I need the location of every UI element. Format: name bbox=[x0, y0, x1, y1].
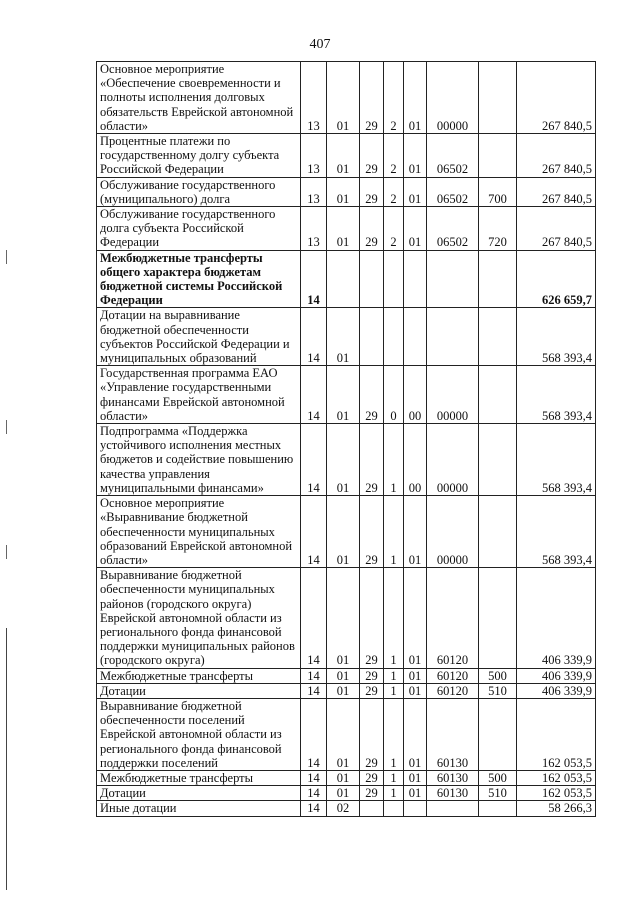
program-code: 29 bbox=[360, 207, 384, 251]
row-name: Дотации на выравнивание бюджетной обеспеченности субъектов Российской Федерации и муниципальных образований bbox=[97, 308, 301, 366]
direction-code: 60120 bbox=[427, 683, 479, 698]
program-code bbox=[360, 250, 384, 308]
activity-code: 01 bbox=[404, 207, 427, 251]
table-row bbox=[97, 668, 596, 683]
row-name: Дотации bbox=[97, 786, 301, 801]
row-name: Обслуживание государственного (муниципального) долга bbox=[97, 177, 301, 206]
program-code: 29 bbox=[360, 496, 384, 568]
subprogram-code: 1 bbox=[384, 786, 404, 801]
subsection-code: 01 bbox=[327, 683, 360, 698]
subsection-code bbox=[327, 250, 360, 308]
table-row bbox=[97, 308, 596, 366]
amount-value: 568 393,4 bbox=[517, 366, 596, 424]
section-code: 14 bbox=[301, 308, 327, 366]
subprogram-code: 1 bbox=[384, 770, 404, 785]
table-row bbox=[97, 177, 596, 206]
activity-code: 01 bbox=[404, 786, 427, 801]
row-name: Основное мероприятие «Выравнивание бюджетной обеспеченности муниципальных образований Еврейской автономной области» bbox=[97, 496, 301, 568]
subsection-code: 01 bbox=[327, 62, 360, 134]
expense-type-code: 500 bbox=[479, 668, 517, 683]
subsection-code: 01 bbox=[327, 568, 360, 668]
activity-code: 01 bbox=[404, 698, 427, 770]
row-name: Выравнивание бюджетной обеспеченности поселений Еврейской автономной области из регионального фонда финансовой поддержки поселений bbox=[97, 698, 301, 770]
subprogram-code bbox=[384, 250, 404, 308]
activity-code: 01 bbox=[404, 62, 427, 134]
program-code bbox=[360, 308, 384, 366]
subprogram-code: 2 bbox=[384, 134, 404, 178]
direction-code: 60130 bbox=[427, 698, 479, 770]
section-code: 14 bbox=[301, 424, 327, 496]
activity-code: 01 bbox=[404, 496, 427, 568]
activity-code: 01 bbox=[404, 770, 427, 785]
program-code: 29 bbox=[360, 786, 384, 801]
activity-code bbox=[404, 250, 427, 308]
activity-code bbox=[404, 801, 427, 816]
section-code: 14 bbox=[301, 770, 327, 785]
subsection-code: 01 bbox=[327, 134, 360, 178]
section-code: 14 bbox=[301, 668, 327, 683]
program-code: 29 bbox=[360, 568, 384, 668]
amount-value: 568 393,4 bbox=[517, 308, 596, 366]
subprogram-code: 1 bbox=[384, 496, 404, 568]
program-code: 29 bbox=[360, 177, 384, 206]
row-name: Выравнивание бюджетной обеспеченности муниципальных районов (городского округа) Еврейской автономной области из регионального фонда финансовой поддержки муниципальных районов (городского округа) bbox=[97, 568, 301, 668]
subsection-code: 01 bbox=[327, 366, 360, 424]
amount-value: 406 339,9 bbox=[517, 568, 596, 668]
subprogram-code: 1 bbox=[384, 683, 404, 698]
program-code: 29 bbox=[360, 424, 384, 496]
direction-code: 06502 bbox=[427, 207, 479, 251]
expense-type-code bbox=[479, 308, 517, 366]
subprogram-code: 0 bbox=[384, 366, 404, 424]
amount-value: 162 053,5 bbox=[517, 698, 596, 770]
program-code: 29 bbox=[360, 770, 384, 785]
program-code: 29 bbox=[360, 134, 384, 178]
section-code: 14 bbox=[301, 698, 327, 770]
activity-code bbox=[404, 308, 427, 366]
subsection-code: 01 bbox=[327, 308, 360, 366]
amount-value: 406 339,9 bbox=[517, 668, 596, 683]
amount-value: 267 840,5 bbox=[517, 177, 596, 206]
expense-type-code: 510 bbox=[479, 683, 517, 698]
table-row bbox=[97, 496, 596, 568]
subsection-code: 01 bbox=[327, 668, 360, 683]
table-row bbox=[97, 683, 596, 698]
amount-value: 406 339,9 bbox=[517, 683, 596, 698]
row-name: Иные дотации bbox=[97, 801, 301, 816]
margin-tick bbox=[6, 250, 7, 264]
section-code: 14 bbox=[301, 786, 327, 801]
activity-code: 01 bbox=[404, 683, 427, 698]
margin-tick bbox=[6, 420, 7, 434]
row-name: Обслуживание государственного долга субъекта Российской Федерации bbox=[97, 207, 301, 251]
direction-code: 06502 bbox=[427, 177, 479, 206]
table-row bbox=[97, 366, 596, 424]
subsection-code: 01 bbox=[327, 770, 360, 785]
row-name: Межбюджетные трансферты bbox=[97, 668, 301, 683]
amount-value: 267 840,5 bbox=[517, 134, 596, 178]
program-code: 29 bbox=[360, 366, 384, 424]
section-code: 14 bbox=[301, 801, 327, 816]
amount-value: 267 840,5 bbox=[517, 62, 596, 134]
direction-code: 06502 bbox=[427, 134, 479, 178]
budget-table bbox=[96, 61, 596, 817]
row-name: Процентные платежи по государственному долгу субъекта Российской Федерации bbox=[97, 134, 301, 178]
subsection-code: 01 bbox=[327, 177, 360, 206]
table-row bbox=[97, 424, 596, 496]
expense-type-code bbox=[479, 568, 517, 668]
subprogram-code: 1 bbox=[384, 568, 404, 668]
subprogram-code bbox=[384, 801, 404, 816]
expense-type-code bbox=[479, 62, 517, 134]
section-code: 14 bbox=[301, 366, 327, 424]
section-code: 14 bbox=[301, 683, 327, 698]
expense-type-code bbox=[479, 496, 517, 568]
direction-code: 00000 bbox=[427, 424, 479, 496]
page-number: 407 bbox=[309, 37, 331, 52]
row-name: Дотации bbox=[97, 683, 301, 698]
activity-code: 00 bbox=[404, 366, 427, 424]
table-row bbox=[97, 770, 596, 785]
subprogram-code: 1 bbox=[384, 424, 404, 496]
expense-type-code bbox=[479, 801, 517, 816]
section-code: 13 bbox=[301, 134, 327, 178]
margin-rule bbox=[6, 628, 7, 890]
section-code: 13 bbox=[301, 207, 327, 251]
activity-code: 01 bbox=[404, 568, 427, 668]
subprogram-code: 2 bbox=[384, 177, 404, 206]
expense-type-code bbox=[479, 134, 517, 178]
budget-table-body bbox=[97, 62, 596, 817]
direction-code: 00000 bbox=[427, 366, 479, 424]
program-code: 29 bbox=[360, 683, 384, 698]
margin-tick bbox=[6, 545, 7, 559]
subsection-code: 01 bbox=[327, 786, 360, 801]
amount-value: 568 393,4 bbox=[517, 496, 596, 568]
expense-type-code bbox=[479, 366, 517, 424]
program-code bbox=[360, 801, 384, 816]
subprogram-code: 1 bbox=[384, 698, 404, 770]
subsection-code: 01 bbox=[327, 424, 360, 496]
table-row bbox=[97, 698, 596, 770]
section-code: 14 bbox=[301, 568, 327, 668]
subprogram-code: 1 bbox=[384, 668, 404, 683]
expense-type-code bbox=[479, 250, 517, 308]
section-code: 13 bbox=[301, 62, 327, 134]
activity-code: 00 bbox=[404, 424, 427, 496]
amount-value: 162 053,5 bbox=[517, 770, 596, 785]
expense-type-code: 500 bbox=[479, 770, 517, 785]
amount-value: 568 393,4 bbox=[517, 424, 596, 496]
amount-value: 162 053,5 bbox=[517, 786, 596, 801]
subprogram-code: 2 bbox=[384, 207, 404, 251]
program-code: 29 bbox=[360, 62, 384, 134]
direction-code: 00000 bbox=[427, 496, 479, 568]
section-code: 14 bbox=[301, 250, 327, 308]
row-name: Государственная программа ЕАО «Управление государственными финансами Еврейской автономной области» bbox=[97, 366, 301, 424]
amount-value: 267 840,5 bbox=[517, 207, 596, 251]
table-row bbox=[97, 568, 596, 668]
direction-code: 60120 bbox=[427, 668, 479, 683]
subsection-code: 01 bbox=[327, 207, 360, 251]
direction-code: 60120 bbox=[427, 568, 479, 668]
activity-code: 01 bbox=[404, 177, 427, 206]
row-name: Основное мероприятие «Обеспечение своевременности и полноты исполнения долговых обязательств Еврейской автономной области» bbox=[97, 62, 301, 134]
subsection-code: 01 bbox=[327, 698, 360, 770]
direction-code: 60130 bbox=[427, 786, 479, 801]
program-code: 29 bbox=[360, 668, 384, 683]
row-name: Подпрограмма «Поддержка устойчивого исполнения местных бюджетов и содействие повышению качества управления муниципальными финансами» bbox=[97, 424, 301, 496]
activity-code: 01 bbox=[404, 668, 427, 683]
direction-code: 60130 bbox=[427, 770, 479, 785]
subprogram-code bbox=[384, 308, 404, 366]
expense-type-code: 510 bbox=[479, 786, 517, 801]
expense-type-code bbox=[479, 424, 517, 496]
amount-value: 626 659,7 bbox=[517, 250, 596, 308]
table-row bbox=[97, 207, 596, 251]
table-row bbox=[97, 801, 596, 816]
section-code: 13 bbox=[301, 177, 327, 206]
table-row bbox=[97, 134, 596, 178]
amount-value: 58 266,3 bbox=[517, 801, 596, 816]
direction-code bbox=[427, 250, 479, 308]
expense-type-code: 720 bbox=[479, 207, 517, 251]
row-name: Межбюджетные трансферты bbox=[97, 770, 301, 785]
direction-code bbox=[427, 308, 479, 366]
table-row bbox=[97, 786, 596, 801]
activity-code: 01 bbox=[404, 134, 427, 178]
table-row bbox=[97, 62, 596, 134]
row-name: Межбюджетные трансферты общего характера бюджетам бюджетной системы Российской Федерации bbox=[97, 250, 301, 308]
subsection-code: 01 bbox=[327, 496, 360, 568]
subprogram-code: 2 bbox=[384, 62, 404, 134]
direction-code: 00000 bbox=[427, 62, 479, 134]
table-row bbox=[97, 250, 596, 308]
subsection-code: 02 bbox=[327, 801, 360, 816]
program-code: 29 bbox=[360, 698, 384, 770]
direction-code bbox=[427, 801, 479, 816]
section-code: 14 bbox=[301, 496, 327, 568]
expense-type-code bbox=[479, 698, 517, 770]
expense-type-code: 700 bbox=[479, 177, 517, 206]
